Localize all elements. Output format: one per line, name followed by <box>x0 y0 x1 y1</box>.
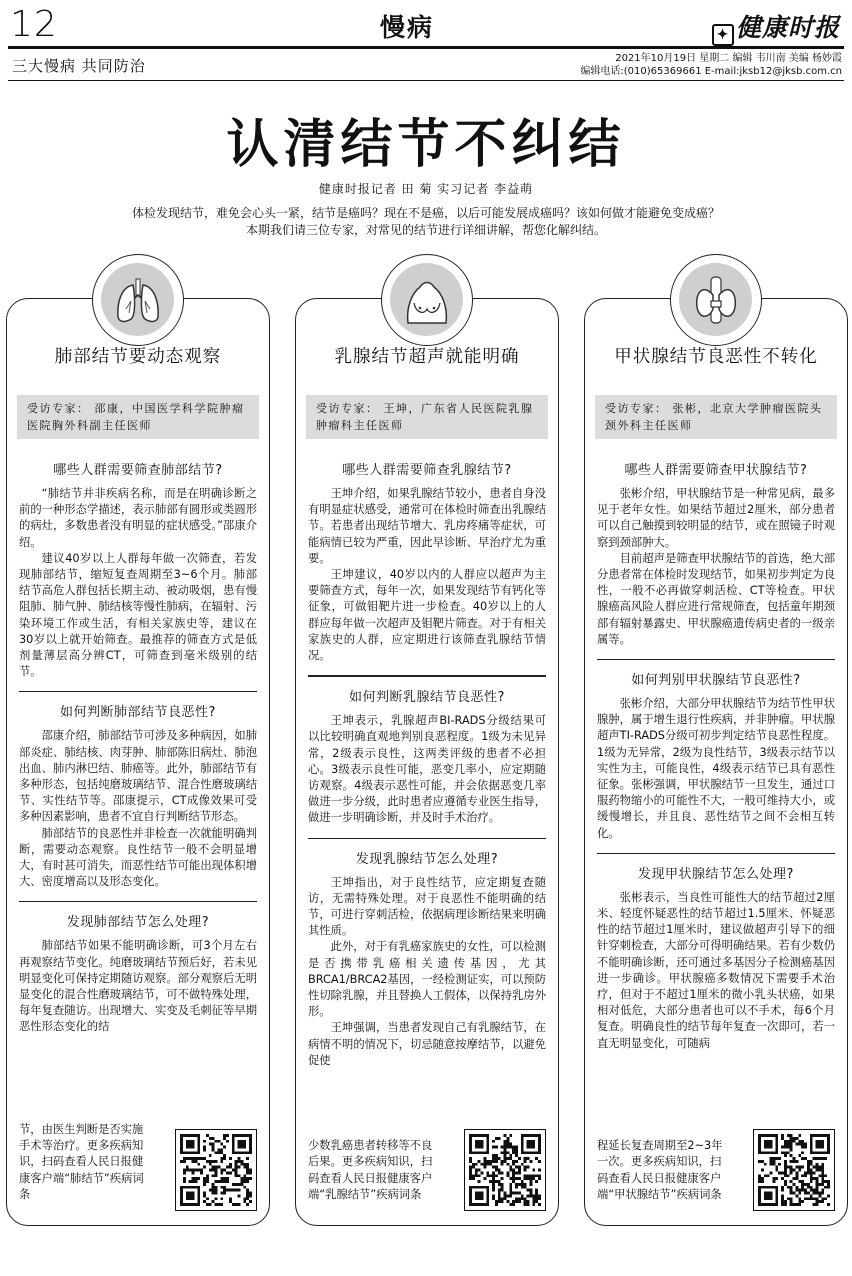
paragraph: 邵康介绍，肺部结节可涉及多种病因，如肺部炎症、肺结核、肉芽肿、肺部陈旧病灶、肺泡出血、肺内淋巴结、肺癌等。此外，肺部结节有多种形态，包括纯磨玻璃结节、混合性磨玻璃结节、实性结节等。邵康提示，CT成像效果可受多种因素影响，患者不宜自行判断结节形态。 <box>19 729 257 824</box>
thyroid-badge <box>670 254 762 346</box>
paragraph: 张彬表示，当良性可能性大的结节超过2厘米、轻度怀疑恶性的结节超过1.5厘米、怀疑恶性的结节超过1厘米时，建议做超声引导下的细针穿刺检查，大部分可得明确结果。若有少数仍不能明确诊断，还可通过多基因分子检测癌基因进一步确诊。甲状腺癌多数情况下需要手术治疗，但对于不超过1厘米的微小乳头状癌，如果相对低危，大部分患者也可以不手术，每6个月复查。明确良性的结节每年复查一次即可，若一直无明显变化，可随病 <box>597 890 835 1050</box>
section-question: 如何判断乳腺结节良恶性? <box>349 690 505 706</box>
article-byline: 健康时报记者 田 菊 实习记者 李益萌 <box>318 182 534 196</box>
subheader-rule <box>8 80 844 81</box>
column-title: 乳腺结节超声就能明确 <box>334 347 520 367</box>
article-title: 认清结节不纠结 <box>226 114 626 175</box>
intro-line: 本期我们请三位专家，对常见的结节进行详细讲解，帮您化解纠结。 <box>245 223 606 237</box>
section-question: 哪些人群需要筛查肺部结节? <box>53 463 223 478</box>
qr-caption: 节，由医生判断是否实施手术等治疗。更多疾病知识，扫码查看人民日报健康客户端“肺结节”疾病词条 <box>19 1122 144 1201</box>
paragraph: 张彬介绍，大部分甲状腺结节为结节性甲状腺肿，属于增生退行性疾病，并非肿瘤。甲状腺超声TI-RADS分级可初步判定结节良恶性程度。1级为无异常，2级为良性结节，3级表示结节以实性为主，可能良性，4级表示结节已具有恶性征象。张彬强调，甲状腺结节一旦发生，通过口服药物缩小的可能性不大，一般可维持大小，或缓慢增长，并且良、恶性结节之间不会相互转化。 <box>597 697 835 840</box>
thyroid-icon <box>689 273 743 327</box>
paragraph: 此外，对于有乳癌家族史的女性，可以检测是否携带乳癌相关遗传基因，尤其BRCA1/BRCA2基因，一经检测证实，可以预防性切除乳腺，并且替换人工假体，以保持乳房外形。 <box>308 940 546 1019</box>
section-question: 发现乳腺结节怎么处理? <box>355 851 499 867</box>
section-divider <box>597 853 835 854</box>
expert-box: 受访专家： 邵康，中国医学科学院肿瘤医院胸外科副主任医师 <box>17 395 259 439</box>
paragraph: 肺部结节如果不能明确诊断，可3个月左右再观察结节变化。纯磨玻璃结节预后好，若未见明显变化可保持定期随访观察。部分观察后无明显变化的混合性磨玻璃结节，可不做特殊处理，每年复查随访。出现增大、实变及毛刺征等早期恶性形态变化的结 <box>19 939 257 1034</box>
page-number: 12 <box>10 4 58 45</box>
paragraph: “肺结节并非疾病名称，而是在明确诊断之前的一种形态学描述，表示肺部有圆形或类圆形的病灶，多数患者没有明显的症状感受。”邵康介绍。 <box>19 487 257 549</box>
section-divider <box>19 691 257 692</box>
paragraph: 王坤表示，乳腺超声BI-RADS分级结果可以比较明确直观地判别良恶程度。1级为未见异常，2级表示良性，这两类评级的患者不必担心。3级表示良性可能，恶变几率小，应定期随访观察。4级表示恶性可能，并会依据恶变几率做进一步分级，此时患者应遵循专业医生指导，做进一步明确诊断，并及时手术治疗。 <box>308 714 546 825</box>
column-lung <box>6 298 270 1226</box>
masthead <box>712 8 840 46</box>
qr-caption: 程延长复查周期至2~3年一次。更多疾病知识，扫码查看人民日报健康客户端“甲状腺结节”疾病词条 <box>597 1139 723 1201</box>
paragraph: 王坤介绍，如果乳腺结节较小，患者自身没有明显症状感受，通常可在体检时筛查出乳腺结节。若患者出现结节增大、乳房疼痛等症状，可能病情已较为严重，因此早诊断、早治疗尤为重要。 <box>308 487 546 565</box>
page-header <box>8 0 844 48</box>
column-body <box>597 451 835 1052</box>
meta-contact: 编辑电话:(010)65369661 E-mail:jksb12@jksb.com.cn <box>580 66 842 77</box>
section-question: 发现肺部结节怎么处理? <box>66 915 210 931</box>
column-body <box>19 451 257 1036</box>
paragraph: 张彬介绍，甲状腺结节是一种常见病，最多见于老年女性。如果结节超过2厘米，部分患者可以自己触摸到较明显的结节，或在照镜子时观察到颈部肿大。 <box>597 487 835 549</box>
section-question: 如何判别甲状腺结节良恶性? <box>631 673 801 689</box>
section-question: 哪些人群需要筛查甲状腺结节? <box>624 463 808 478</box>
column-title: 甲状腺结节良恶性不转化 <box>614 347 818 367</box>
column-breast <box>295 298 559 1226</box>
section-divider <box>308 838 546 839</box>
section-question: 哪些人群需要筛查乳腺结节? <box>342 463 512 478</box>
section-question: 如何判断肺部结节良恶性? <box>60 705 216 721</box>
section-divider <box>19 901 257 902</box>
section-name: 慢病 <box>380 13 435 42</box>
expert-box: 受访专家： 张彬，北京大学肿瘤医院头颈外科主任医师 <box>595 395 837 439</box>
article-intro <box>60 205 792 239</box>
qr-code[interactable] <box>175 1129 257 1211</box>
meta-date-editors: 2021年10月19日 星期二 编辑 韦川南 美编 杨妙霞 <box>615 53 842 64</box>
qr-code[interactable] <box>464 1129 546 1211</box>
section-question: 发现甲状腺结节怎么处理? <box>638 866 794 882</box>
qr-code[interactable] <box>753 1129 835 1211</box>
qr-caption: 少数乳癌患者转移等不良后果。更多疾病知识，扫码查看人民日报健康客户端“乳腺结节”疾病词条 <box>308 1139 433 1201</box>
paragraph: 王坤建议，40岁以内的人群应以超声为主要筛查方式，每年一次，如果发现结节有钙化等征象，可做钼靶片进一步检查。40岁以上的人群应每年做一次超声及钼靶片筛查。对于有相关家族史的人群，应定期进行该筛查乳腺结节情况。 <box>308 568 546 663</box>
breast-badge <box>381 254 473 346</box>
column-thyroid <box>584 298 848 1226</box>
section-subtitle: 三大慢病 共同防治 <box>12 57 146 75</box>
edition-meta <box>580 52 842 78</box>
paragraph: 王坤指出，对于良性结节，应定期复查随访，无需特殊处理。对于良恶性不能明确的结节，可进行穿刺活检，依据病理诊断结果来明确其性质。 <box>308 875 546 938</box>
logo-icon: ✦ <box>712 24 734 46</box>
header-rule <box>8 46 844 49</box>
column-body <box>308 451 546 1069</box>
masthead-text: 健康时报 <box>735 13 840 42</box>
breast-icon <box>400 273 454 327</box>
intro-line: 体检发现结节，难免会心头一紧，结节是癌吗？现在不是癌，以后可能发展成癌吗？该如何做才能避免变成癌？ <box>131 206 720 220</box>
lungs-badge <box>92 254 184 346</box>
expert-box: 受访专家： 王坤，广东省人民医院乳腺肿瘤科主任医师 <box>306 395 548 439</box>
paragraph: 建议40岁以上人群每年做一次筛查，若发现肺部结节，缩短复查周期至3~6个月。肺部结节高危人群包括长期主动、被动吸烟，患有慢阻肺、肺气肿、肺结核等慢性肺病，在辐射、污染环境工作或生活，有相关家族史等，建议在30岁以上就开始筛查。最推荐的筛查方式是低剂量薄层高分辨CT，可筛查到毫米级别的结节。 <box>19 551 257 679</box>
lungs-icon <box>111 273 165 327</box>
section-divider <box>308 675 546 677</box>
paragraph: 王坤强调，当患者发现自己有乳腺结节，在病情不明的情况下，切忌随意按摩结节，以避免促使 <box>308 1021 546 1067</box>
paragraph: 目前超声是筛查甲状腺结节的首选，绝大部分患者常在体检时发现结节，如果初步判定为良性，一般不必再做穿刺活检、CT等检查。甲状腺癌高风险人群应进行常规筛查，包括童年期颈部有辐射暴露史、甲状腺癌遗传病史者的一级亲属等。 <box>597 551 835 646</box>
paragraph: 肺部结节的良恶性并非检查一次就能明确判断，需要动态观察。良性结节一般不会明显增大，有时甚可消失，而恶性结节可能出现体积增大、密度增高以及形态变化。 <box>19 826 257 889</box>
column-title: 肺部结节要动态观察 <box>54 347 222 367</box>
section-divider <box>597 659 835 660</box>
